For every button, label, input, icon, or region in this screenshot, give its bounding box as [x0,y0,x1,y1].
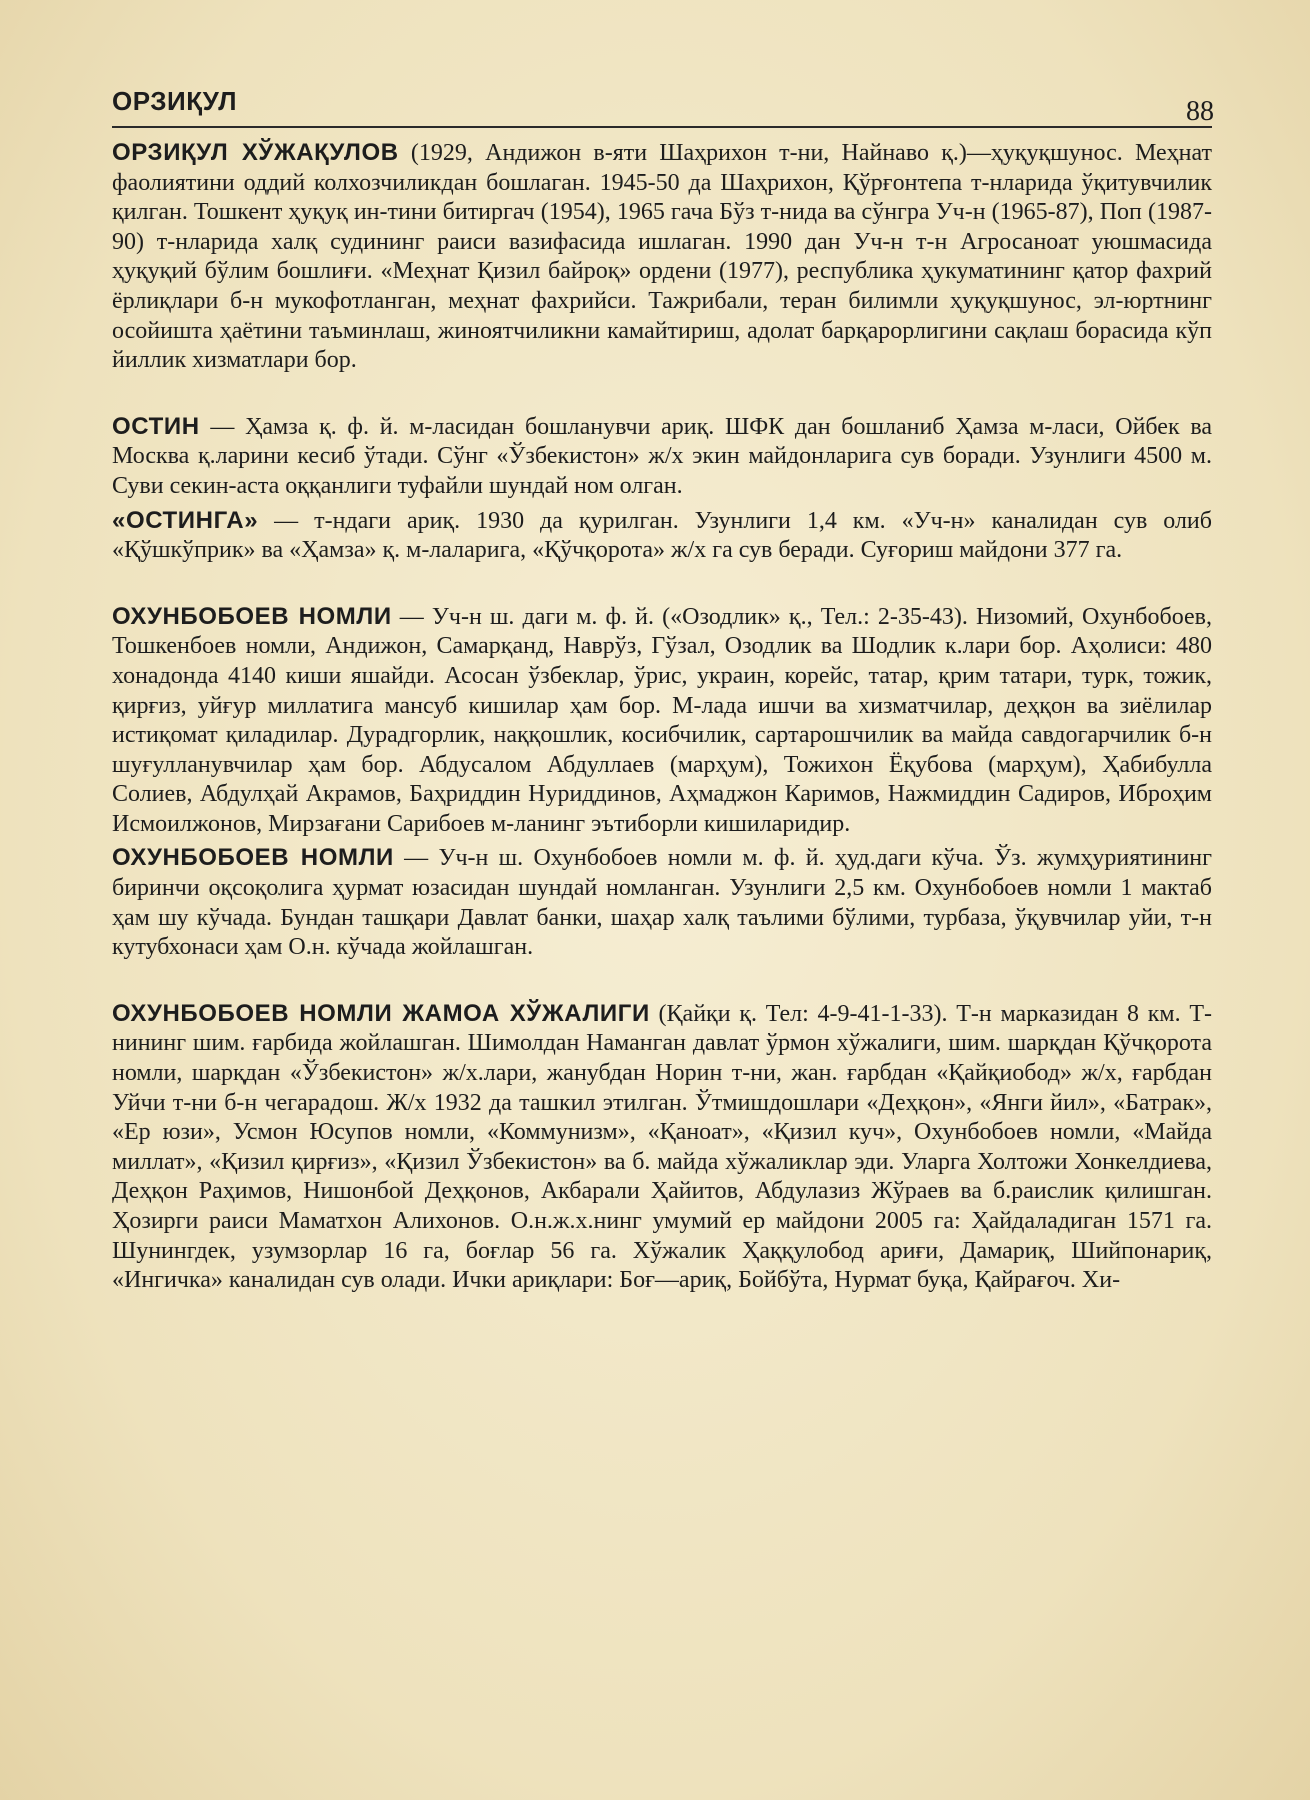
entry-ostinga [112,506,1212,566]
entry-headword: ОХУНБОБОЕВ НОМЛИ [112,844,394,872]
header-rule [112,126,1212,128]
entry-text: — Уч-н ш. даги м. ф. й. («Озодлик» қ., Тел.: 2-35-43). Низомий, Охунбобоев, Тошкенбоев номли, Андижон, Самарқанд, Наврўз, Гўзал, Озодлик ва Шодлик к.лари бор. Аҳолиси: 480 хонадонда 4140 киши яшайди. Асосан ўзбеклар, ўрис, украин, корейс, татар, қрим татари, турк, тожик, қирғиз, уйғур миллатига мансуб кишилар ҳам бор. М-лада ишчи ва хизматчилар, деҳқон ва зиёлилар истиқомат қиладилар. Дурадгорлик, наққошлик, косибчилик, сартарошчилик ва майда савдогарчилик б-н шуғулланувчилар ҳам бор. Абдусалом Абдуллаев (марҳум), Тожихон Ёқубова (марҳум), Ҳабибулла Солиев, Абдулҳай Акрамов, Баҳриддин Нуриддинов, Аҳмаджон Каримов, Нажмиддин Садиров, Иброҳим Исмоилжонов, Мирзағани Сарибоев м-ланинг эътиборли кишиларидир. [112,603,1212,837]
entry-text: (1929, Андижон в-яти Шаҳрихон т-ни, Найнаво қ.)—ҳуқуқшунос. Меҳнат фаолиятини оддий колхозчиликдан бошлаган. 1945-50 да Шаҳрихон, Қўрғонтепа т-нларида ўқитувчилик қилган. Тошкент ҳуқуқ ин-тини битиргач (1954), 1965 гача Бўз т-нида ва сўнгра Уч-н (1965-87), Поп (1987-90) т-нларида халқ судининг раиси вазифасида ишлаган. 1990 дан Уч-н т-н Агросаноат уюшмасида ҳуқуқий бўлим бошлиғи. «Меҳнат Қизил байроқ» ордени (1977), республика ҳукуматининг қатор фахрий ёрлиқлари б-н мукофотланган, меҳнат фахрийси. Тажрибали, теран билимли ҳуқуқшунос, эл-юртнинг осойишта ҳаётини таъминлаш, жиноятчиликни камайтириш, адолат барқарорлигини сақлаш борасида кўп йиллик хизматлари бор. [112,140,1212,374]
entry-headword: «ОСТИНГА» [112,506,259,534]
entry-ostin [112,412,1212,502]
entry-text: — Уч-н ш. Охунбобоев номли м. ф. й. ҳуд.даги кўча. Ўз. жумҳуриятининг биринчи оқсоқолига ҳурмат юзасидан шундай номланган. Узунлиги 2,5 км. Охунбобоев номли 1 мактаб ҳам шу кўчада. Бундан ташқари Давлат банки, шаҳар халқ таълими бўлими, турбаза, ўқувчилар уйи, т-н кутубхонаси ҳам О.н. кўчада жойлашган. [112,845,1212,961]
entry-text: (Қайқи қ. Тел: 4-9-41-1-33). Т-н марказидан 8 км. Т-нининг шим. ғарбида жойлашган. Шимолдан Наманган давлат ўрмон хўжалиги, шим. шарқдан Қўчқорота номли, шарқдан «Ўзбекистон» ж/х.лари, жанубдан Норин т-ни, жан. ғарбдан «Қайқиобод» ж/х, ғарбдан Уйчи т-ни б-н чегарадош. Ж/х 1932 да ташкил этилган. Ўтмишдошлари «Деҳқон», «Янги йил», «Батрак», «Ер юзи», Усмон Юсупов номли, «Коммунизм», «Қаноат», «Қизил куч», Охунбобоев номли, «Майда миллат», «Қизил қирғиз», «Қизил Ўзбекистон» ва б. майда хўжаликлар эди. Уларга Холтожи Хонкелдиева, Деҳқон Раҳимов, Нишонбой Деҳқонов, Акбарали Ҳайитов, Абдулазиз Жўраев ва б.раислик қилишган. Ҳозирги раиси Маматхон Алихонов. О.н.ж.х.нинг умумий ер майдони 2005 га: Ҳайдаладиган 1571 га. Шунингдек, узумзорлар 16 га, боғлар 56 га. Хўжалик Ҳаққулобод ариғи, Дамариқ, Шийпонариқ, «Ингичка» каналидан сув олади. Ички ариқлари: Боғ—ариқ, Бойбўта, Нурмат буқа, Қайрағоч. Хи- [112,1000,1212,1294]
entry-text: — Ҳамза қ. ф. й. м-ласидан бошланувчи ариқ. ШФК дан бошланиб Ҳамза м-ласи, Ойбек ва Москва қ.ларини кесиб ўтади. Сўнг «Ўзбекистон» ж/х экин майдонларига сув боради. Узунлиги 4500 м. Суви секин-аста оққанлиги туфайли шундай ном олган. [112,413,1212,499]
entry-headword: ОХУНБОБОЕВ НОМЛИ [112,602,392,630]
entry-text: — т-ндаги ариқ. 1930 да қурилган. Узунлиги 1,4 км. «Уч-н» каналидан сув олиб «Қўшкўприк» ва «Ҳамза» қ. м-лаларига, «Қўчқорота» ж/х га сув беради. Суғориш майдони 377 га. [112,507,1212,564]
entry-headword: ОХУНБОБОЕВ НОМЛИ ЖАМОА ХЎЖАЛИГИ [112,999,650,1027]
page-number: 88 [1186,96,1214,127]
entry-okhunboboev-collective-farm [112,999,1212,1296]
entry-okhunboboev-mahalla [112,602,1212,840]
entry-headword: ОРЗИҚУЛ ХЎЖАҚУЛОВ [112,139,399,166]
entry-okhunboboev-street [112,843,1212,962]
book-page [112,78,1212,1778]
running-head: ОРЗИҚУЛ [112,86,237,116]
entry-headword: ОСТИН [112,412,200,440]
entries [112,138,1212,1296]
entry-orziqul-khujaqulov [112,138,1212,376]
